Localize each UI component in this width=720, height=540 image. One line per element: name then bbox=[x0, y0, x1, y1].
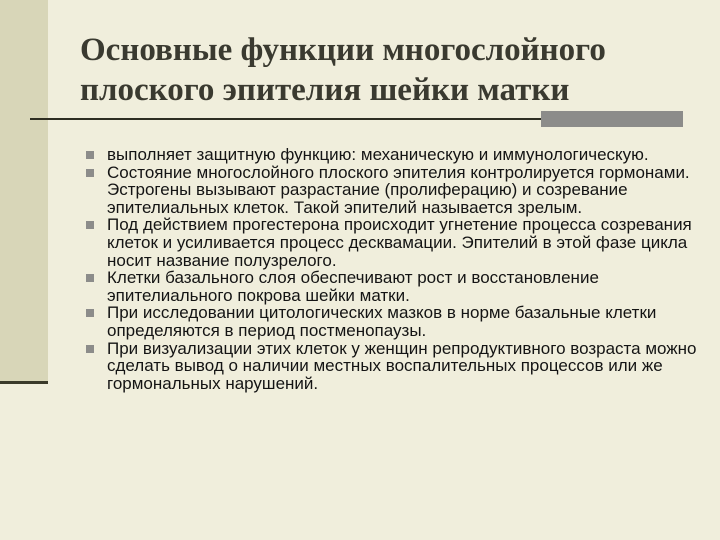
bullet-item bbox=[86, 216, 706, 269]
square-bullet-icon bbox=[86, 151, 94, 159]
title-accent-bar bbox=[541, 111, 683, 127]
bullet-text: При визуализации этих клеток у женщин репродуктивного возраста можно сделать вывод о наличии местных воспалительных процессов или же гормональных нарушений. bbox=[107, 338, 697, 393]
bullet-text: Клетки базального слоя обеспечивают рост и восстановление эпителиального покрова шейки матки. bbox=[107, 268, 599, 305]
bullet-list bbox=[86, 146, 706, 392]
left-decorative-rule bbox=[0, 381, 48, 384]
bullet-text: При исследовании цитологических мазков в норме базальные клетки определяются в период постменопаузы. bbox=[107, 303, 657, 340]
bullet-item bbox=[86, 269, 706, 304]
bullet-item bbox=[86, 340, 706, 393]
square-bullet-icon bbox=[86, 169, 94, 177]
slide-title bbox=[80, 30, 680, 110]
square-bullet-icon bbox=[86, 345, 94, 353]
title-line-1: Основные функции многослойного bbox=[80, 32, 606, 68]
bullet-item bbox=[86, 164, 706, 217]
bullet-text: Состояние многослойного плоского эпителия контролируется гормонами. Эстрогены вызывают разрастание (пролиферацию) и созревание эпителиальных клеток. Такой эпителий называется зрелым. bbox=[107, 162, 690, 217]
square-bullet-icon bbox=[86, 274, 94, 282]
bullet-text: Под действием прогестерона происходит угнетение процесса созревания клеток и усиливается процесс десквамации. Эпителий в этой фазе цикла носит название полузрелого. bbox=[107, 215, 692, 270]
title-line-2: плоского эпителия шейки матки bbox=[80, 72, 570, 108]
bullet-item bbox=[86, 146, 706, 164]
square-bullet-icon bbox=[86, 309, 94, 317]
left-decorative-band bbox=[0, 0, 48, 383]
bullet-item bbox=[86, 304, 706, 339]
square-bullet-icon bbox=[86, 221, 94, 229]
bullet-text: выполняет защитную функцию: механическую и иммунологическую. bbox=[107, 145, 649, 164]
